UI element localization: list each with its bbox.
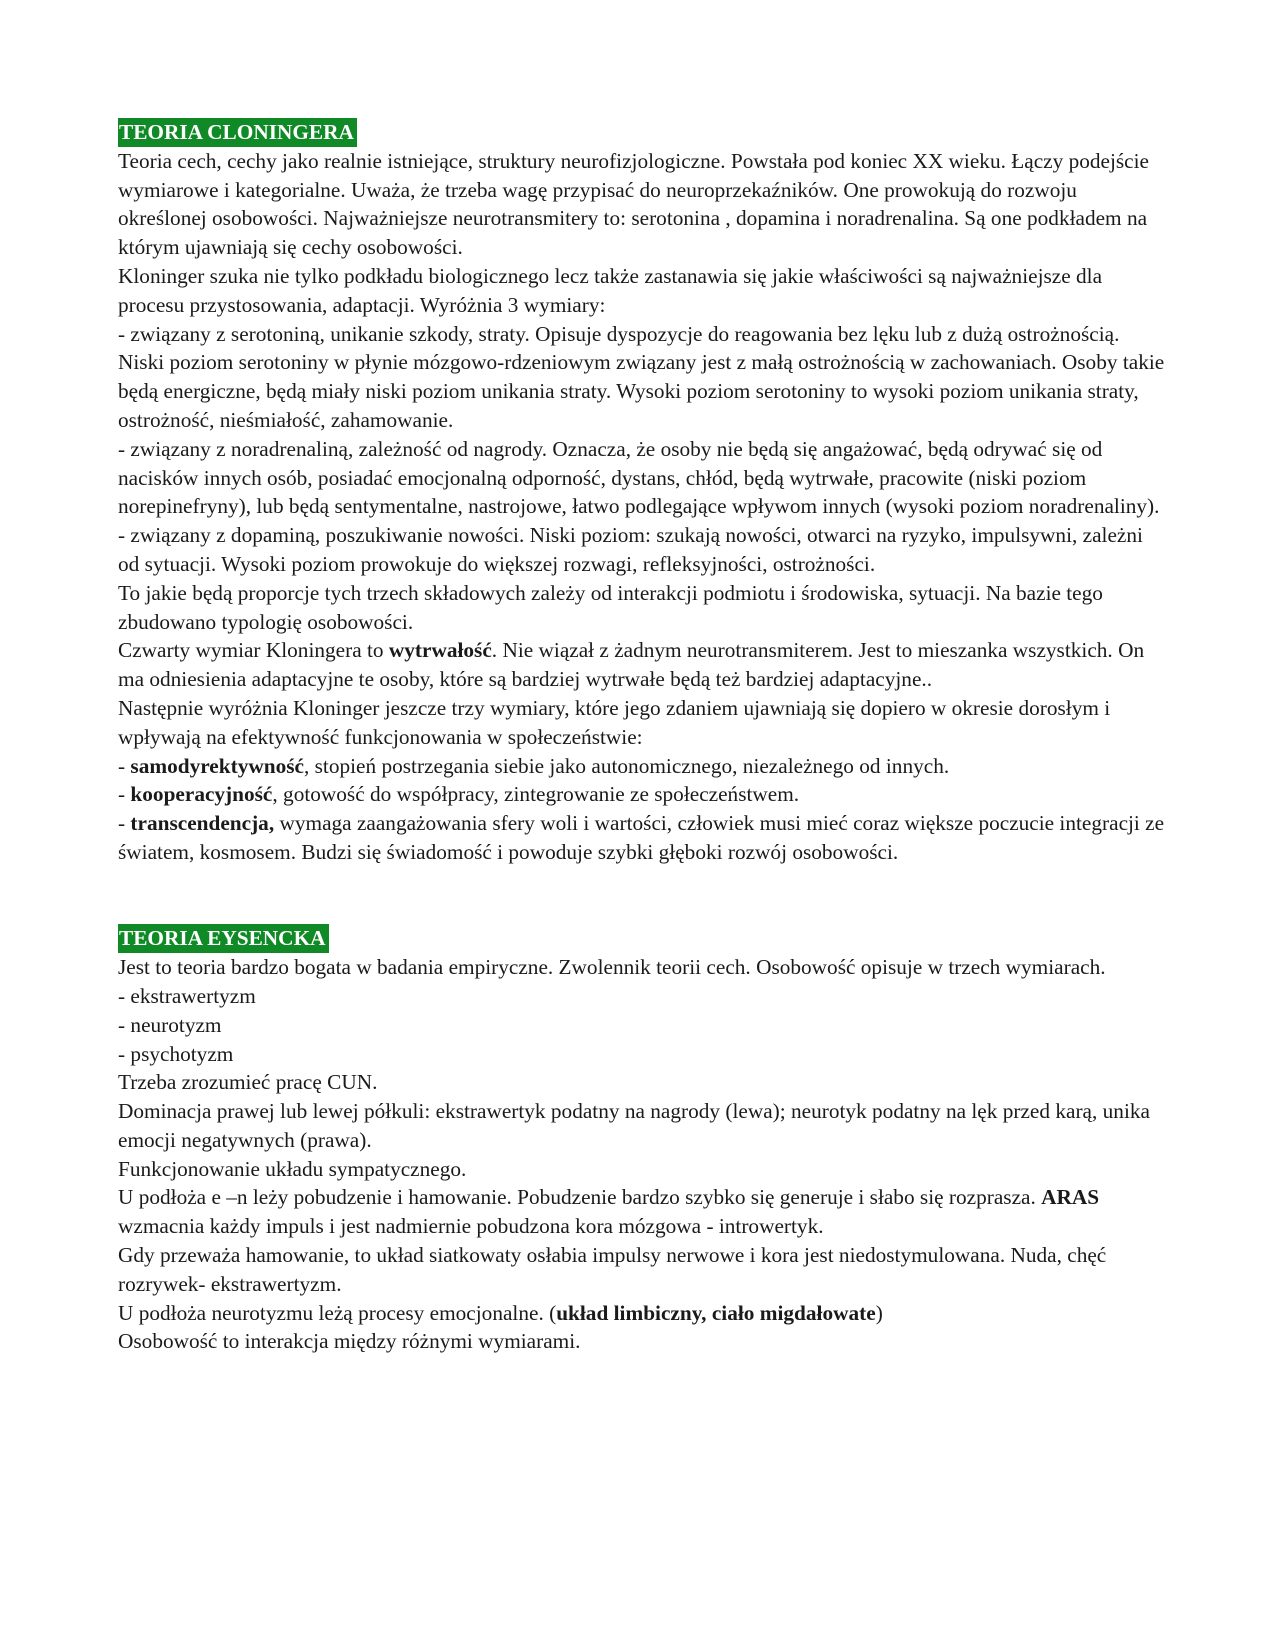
- bold-term: układ limbiczny, ciało migdałowate: [556, 1300, 876, 1325]
- bold-term: wytrwałość: [388, 638, 492, 663]
- list-item: [118, 780, 1168, 809]
- section-heading-eysenck: TEORIA EYSENCKA: [118, 924, 329, 953]
- text-run: U podłoża e –n leży pobudzenie i hamowanie. Pobudzenie bardzo szybko się generuje i słabo się rozprasza.: [118, 1185, 1042, 1210]
- text-run: , gotowość do współpracy, zintegrowanie ze społeczeństwem.: [272, 782, 800, 807]
- text-run: Czwarty wymiar Kloningera to: [118, 638, 389, 663]
- paragraph: Teoria cech, cechy jako realnie istniejące, struktury neurofizjologiczne. Powstała pod koniec XX wieku. Łączy podejście wymiarowe i kategorialne. Uważa, że trzeba wagę przypisać do neuroprzekaźników. One prowokują do rozwoju określonej osobowości. Najważniejsze neurotransmitery to: serotonina , dopamina i noradrenalina. Są one podkładem na którym ujawniają się cechy osobowości.: [118, 148, 1150, 260]
- paragraph: - związany z serotoniną, unikanie szkody, straty. Opisuje dyspozycje do reagowania bez lęku lub z dużą ostrożnością. Niski poziom serotoniny w płynie mózgowo-rdzeniowym związany jest z małą ostrożnością w zachowaniach. Osoby takie będą energiczne, będą miały niski poziom unikania straty. Wysoki poziom serotoniny to wysoki poziom unikania straty, ostrożność, nieśmiałość, zahamowanie.: [118, 321, 1165, 432]
- paragraph: Funkcjonowanie układu sympatycznego.: [118, 1156, 467, 1181]
- list-item: - neurotyzm: [118, 1012, 222, 1037]
- list-item: - psychotyzm: [118, 1041, 234, 1066]
- paragraph: Trzeba zrozumieć pracę CUN.: [118, 1070, 378, 1095]
- bold-term: kooperacyjność: [130, 782, 273, 807]
- paragraph: - związany z dopaminą, poszukiwanie nowości. Niski poziom: szukają nowości, otwarci na ryzyko, impulsywni, zależni od sytuacji. Wysoki poziom prowokuje do większej rozwagi, refleksyjności, ostrożności.: [118, 523, 1143, 576]
- paragraph: Osobowość to interakcja między różnymi wymiarami.: [118, 1329, 581, 1354]
- paragraph: Gdy przeważa hamowanie, to układ siatkowaty osłabia impulsy nerwowe i kora jest niedostymulowana. Nuda, chęć rozrywek- ekstrawertyzm.: [118, 1243, 1107, 1296]
- paragraph: [118, 1299, 1168, 1328]
- paragraph: - związany z noradrenaliną, zależność od nagrody. Oznacza, że osoby nie będą się angażować, będą odrywać się od nacisków innych osób, posiadać emocjonalną odporność, dystans, chłód, będą wytrwałe, pracowite (niski poziom norepinefryny), lub będą sentymentalne, nastrojowe, łatwo podlegające wpływom innych (wysoki poziom noradrenaliny).: [118, 436, 1160, 519]
- paragraph: [118, 636, 1168, 694]
- paragraph: Kloninger szuka nie tylko podkładu biologicznego lecz także zastanawia się jakie właściwości są najważniejsze dla procesu przystosowania, adaptacji. Wyróżnia 3 wymiary:: [118, 263, 1103, 317]
- text-run: -: [118, 782, 131, 807]
- section-heading-cloninger: TEORIA CLONINGERA: [118, 118, 357, 147]
- text-run: -: [118, 811, 131, 836]
- text-run: -: [118, 753, 131, 778]
- text-run: . Nie wiązał z żadnym neurotransmiterem. Jest to mieszanka wszystkich. On ma odniesienia adaptacyjne te osoby, które są bardziej wytrwałe będą też bardziej adaptacyjne..: [118, 638, 1145, 692]
- list-item: [118, 752, 1168, 781]
- list-item: [118, 809, 1168, 867]
- heading-row-cloninger: [118, 118, 1168, 147]
- paragraph: To jakie będą proporcje tych trzech składowych zależy od interakcji podmiotu i środowiska, sytuacji. Na bazie tego zbudowano typologię osobowości.: [118, 580, 1103, 634]
- bold-term: ARAS: [1041, 1185, 1100, 1210]
- text-run: , stopień postrzegania siebie jako autonomicznego, niezależnego od innych.: [303, 753, 950, 778]
- heading-row-eysenck: [118, 924, 1168, 953]
- text-run: wymaga zaangażowania sfery woli i wartości, człowiek musi mieć coraz większe poczucie integracji ze światem, kosmosem. Budzi się świadomość i powoduje szybki głęboki rozwój osobowości.: [118, 811, 1165, 864]
- paragraph: Następnie wyróżnia Kloninger jeszcze trzy wymiary, które jego zdaniem ujawniają się dopiero w okresie dorosłym i wpływają na efektywność funkcjonowania w społeczeństwie:: [118, 695, 1111, 749]
- text-run: U podłoża neurotyzmu leżą procesy emocjonalne. (: [118, 1300, 557, 1325]
- text-run: ): [875, 1300, 883, 1325]
- bold-term: transcendencja,: [130, 811, 275, 836]
- list-item: - ekstrawertyzm: [118, 983, 256, 1008]
- section-spacer: [118, 867, 1168, 925]
- bold-term: samodyrektywność: [130, 753, 304, 778]
- document-page: [118, 118, 1168, 1356]
- paragraph: [118, 1183, 1168, 1241]
- text-run: wzmacnia każdy impuls i jest nadmiernie pobudzona kora mózgowa - introwertyk.: [118, 1214, 824, 1239]
- paragraph: Jest to teoria bardzo bogata w badania empiryczne. Zwolennik teorii cech. Osobowość opisuje w trzech wymiarach.: [118, 955, 1106, 980]
- paragraph: Dominacja prawej lub lewej półkuli: ekstrawertyk podatny na nagrody (lewa); neurotyk podatny na lęk przed karą, unika emocji negatywnych (prawa).: [118, 1099, 1150, 1152]
